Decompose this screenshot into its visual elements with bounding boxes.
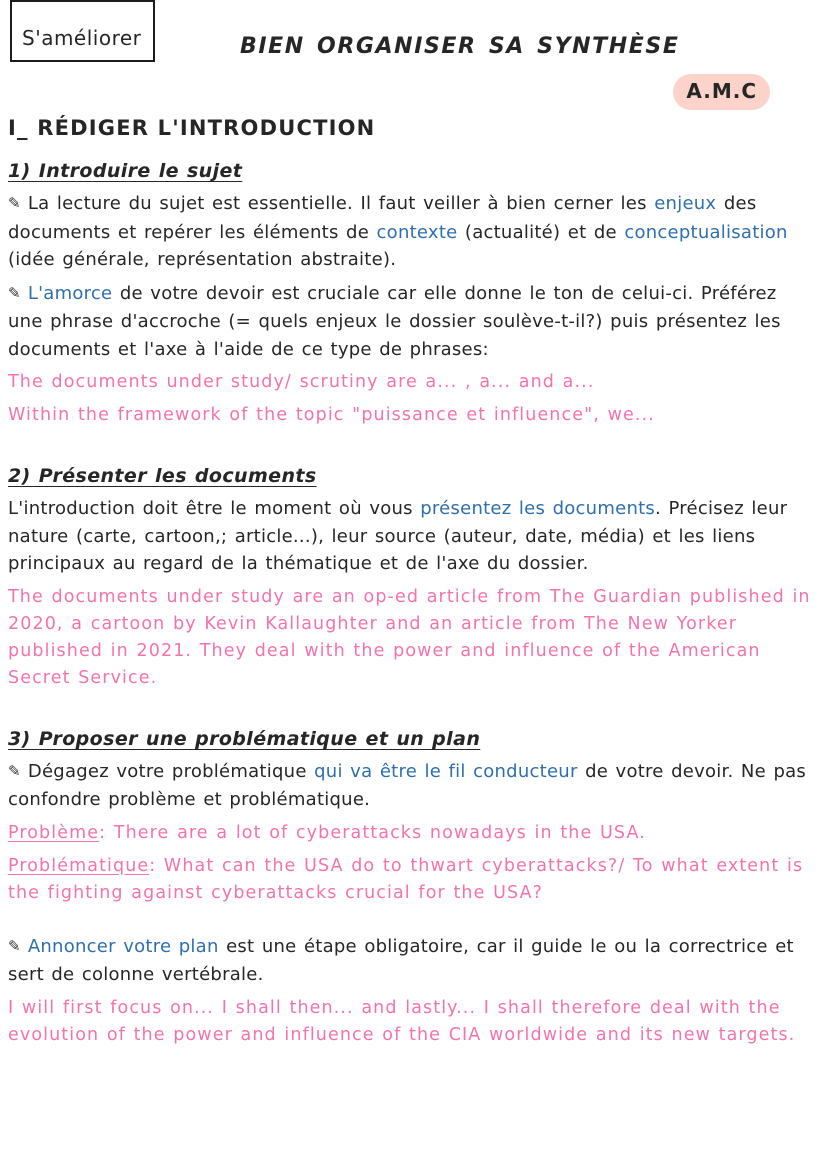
example-probleme	[8, 820, 814, 847]
example-run: The documents under study are an op-ed article from The Guardian published in 2020, a cartoon by Kevin Kallaughter and an article from The New Yorker published in 2021. They deal with the power and influence of the American Secret Service.	[8, 586, 811, 688]
example-sentence	[8, 369, 814, 396]
text-run: (idée générale, représentation abstraite).	[8, 249, 397, 270]
corner-label-box	[10, 0, 155, 62]
text-run: est une étape obligatoire, car il guide le ou la correctrice et sert de colonne vertébrale.	[8, 935, 794, 985]
text-run: La lecture du sujet est essentielle. Il faut veiller à bien cerner les	[27, 193, 655, 214]
example-paragraph	[8, 584, 814, 692]
pencil-icon: ✎	[8, 936, 21, 955]
highlight-run: conceptualisation	[624, 221, 788, 243]
text-run: des documents et repérer les éléments de	[8, 193, 757, 243]
bullet-paragraph	[8, 758, 814, 814]
header	[8, 0, 814, 116]
text-run: (actualité) et de	[457, 221, 625, 243]
highlight-run: Annoncer votre plan	[27, 935, 219, 957]
corner-label: S'améliorer	[22, 26, 142, 50]
example-run: : There are a lot of cyberattacks nowadays in the USA.	[99, 822, 646, 843]
example-sentence	[8, 402, 814, 429]
example-label: Problématique	[8, 855, 150, 876]
main-heading: I_ RÉDIGER L'INTRODUCTION	[8, 116, 376, 140]
example-run: Within the framework of the topic "puissance et influence", we...	[8, 405, 655, 425]
highlight-run: L'amorce	[27, 282, 113, 304]
section-heading: 3) Proposer une problématique et un plan	[8, 727, 481, 750]
text-run: de votre devoir est cruciale car elle donne le ton de celui-ci. Préférez une phrase d'accroche (= quels enjeux le dossier soulève-t-il?) puis présentez les documents et l'axe à l'aide de ce type de phrases:	[8, 282, 781, 360]
example-run: I will first focus on... I shall then... and lastly... I shall therefore deal with the evolution of the power and influence of the CIA worldwide and its new targets.	[8, 997, 796, 1045]
text-run: de votre devoir. Ne pas confondre problème et problématique.	[8, 760, 807, 810]
section-problematique-et-plan	[8, 728, 814, 1049]
section-presenter-les-documents	[8, 465, 814, 692]
page-title: BIEN ORGANISER SA SYNTHÈSE	[240, 34, 680, 59]
pencil-icon: ✎	[8, 283, 21, 302]
example-problematique	[8, 853, 814, 907]
bullet-paragraph	[8, 280, 814, 364]
pencil-icon: ✎	[8, 761, 21, 780]
example-paragraph	[8, 995, 814, 1049]
highlight-run: qui va être le fil conducteur	[314, 760, 578, 782]
example-run: : What can the USA do to thwart cyberattacks?/ To what extent is the fighting against cyberattacks crucial for the USA?	[8, 855, 804, 903]
section-heading: 1) Introduire le sujet	[8, 160, 243, 182]
bullet-paragraph	[8, 190, 814, 274]
highlight-run: présentez les documents	[420, 498, 656, 519]
section-introduire-le-sujet	[8, 160, 814, 429]
paragraph	[8, 495, 814, 578]
author-badge: A.M.C	[673, 74, 770, 110]
highlight-run: contexte	[376, 221, 458, 243]
text-run: Dégagez votre problématique	[27, 760, 315, 782]
text-run: L'introduction doit être le moment où vous	[8, 498, 421, 519]
pencil-icon: ✎	[8, 194, 21, 212]
bullet-paragraph	[8, 933, 814, 989]
section-heading: 2) Présenter les documents	[8, 465, 317, 487]
text-run: . Précisez leur nature (carte, cartoon,; article...), leur source (auteur, date, média) et les liens principaux au regard de la thématique et de l'axe du dossier.	[8, 498, 788, 574]
highlight-run: enjeux	[654, 193, 717, 214]
example-label: Problème	[8, 822, 100, 843]
example-run: The documents under study/ scrutiny are a... , a... and a...	[8, 372, 595, 392]
